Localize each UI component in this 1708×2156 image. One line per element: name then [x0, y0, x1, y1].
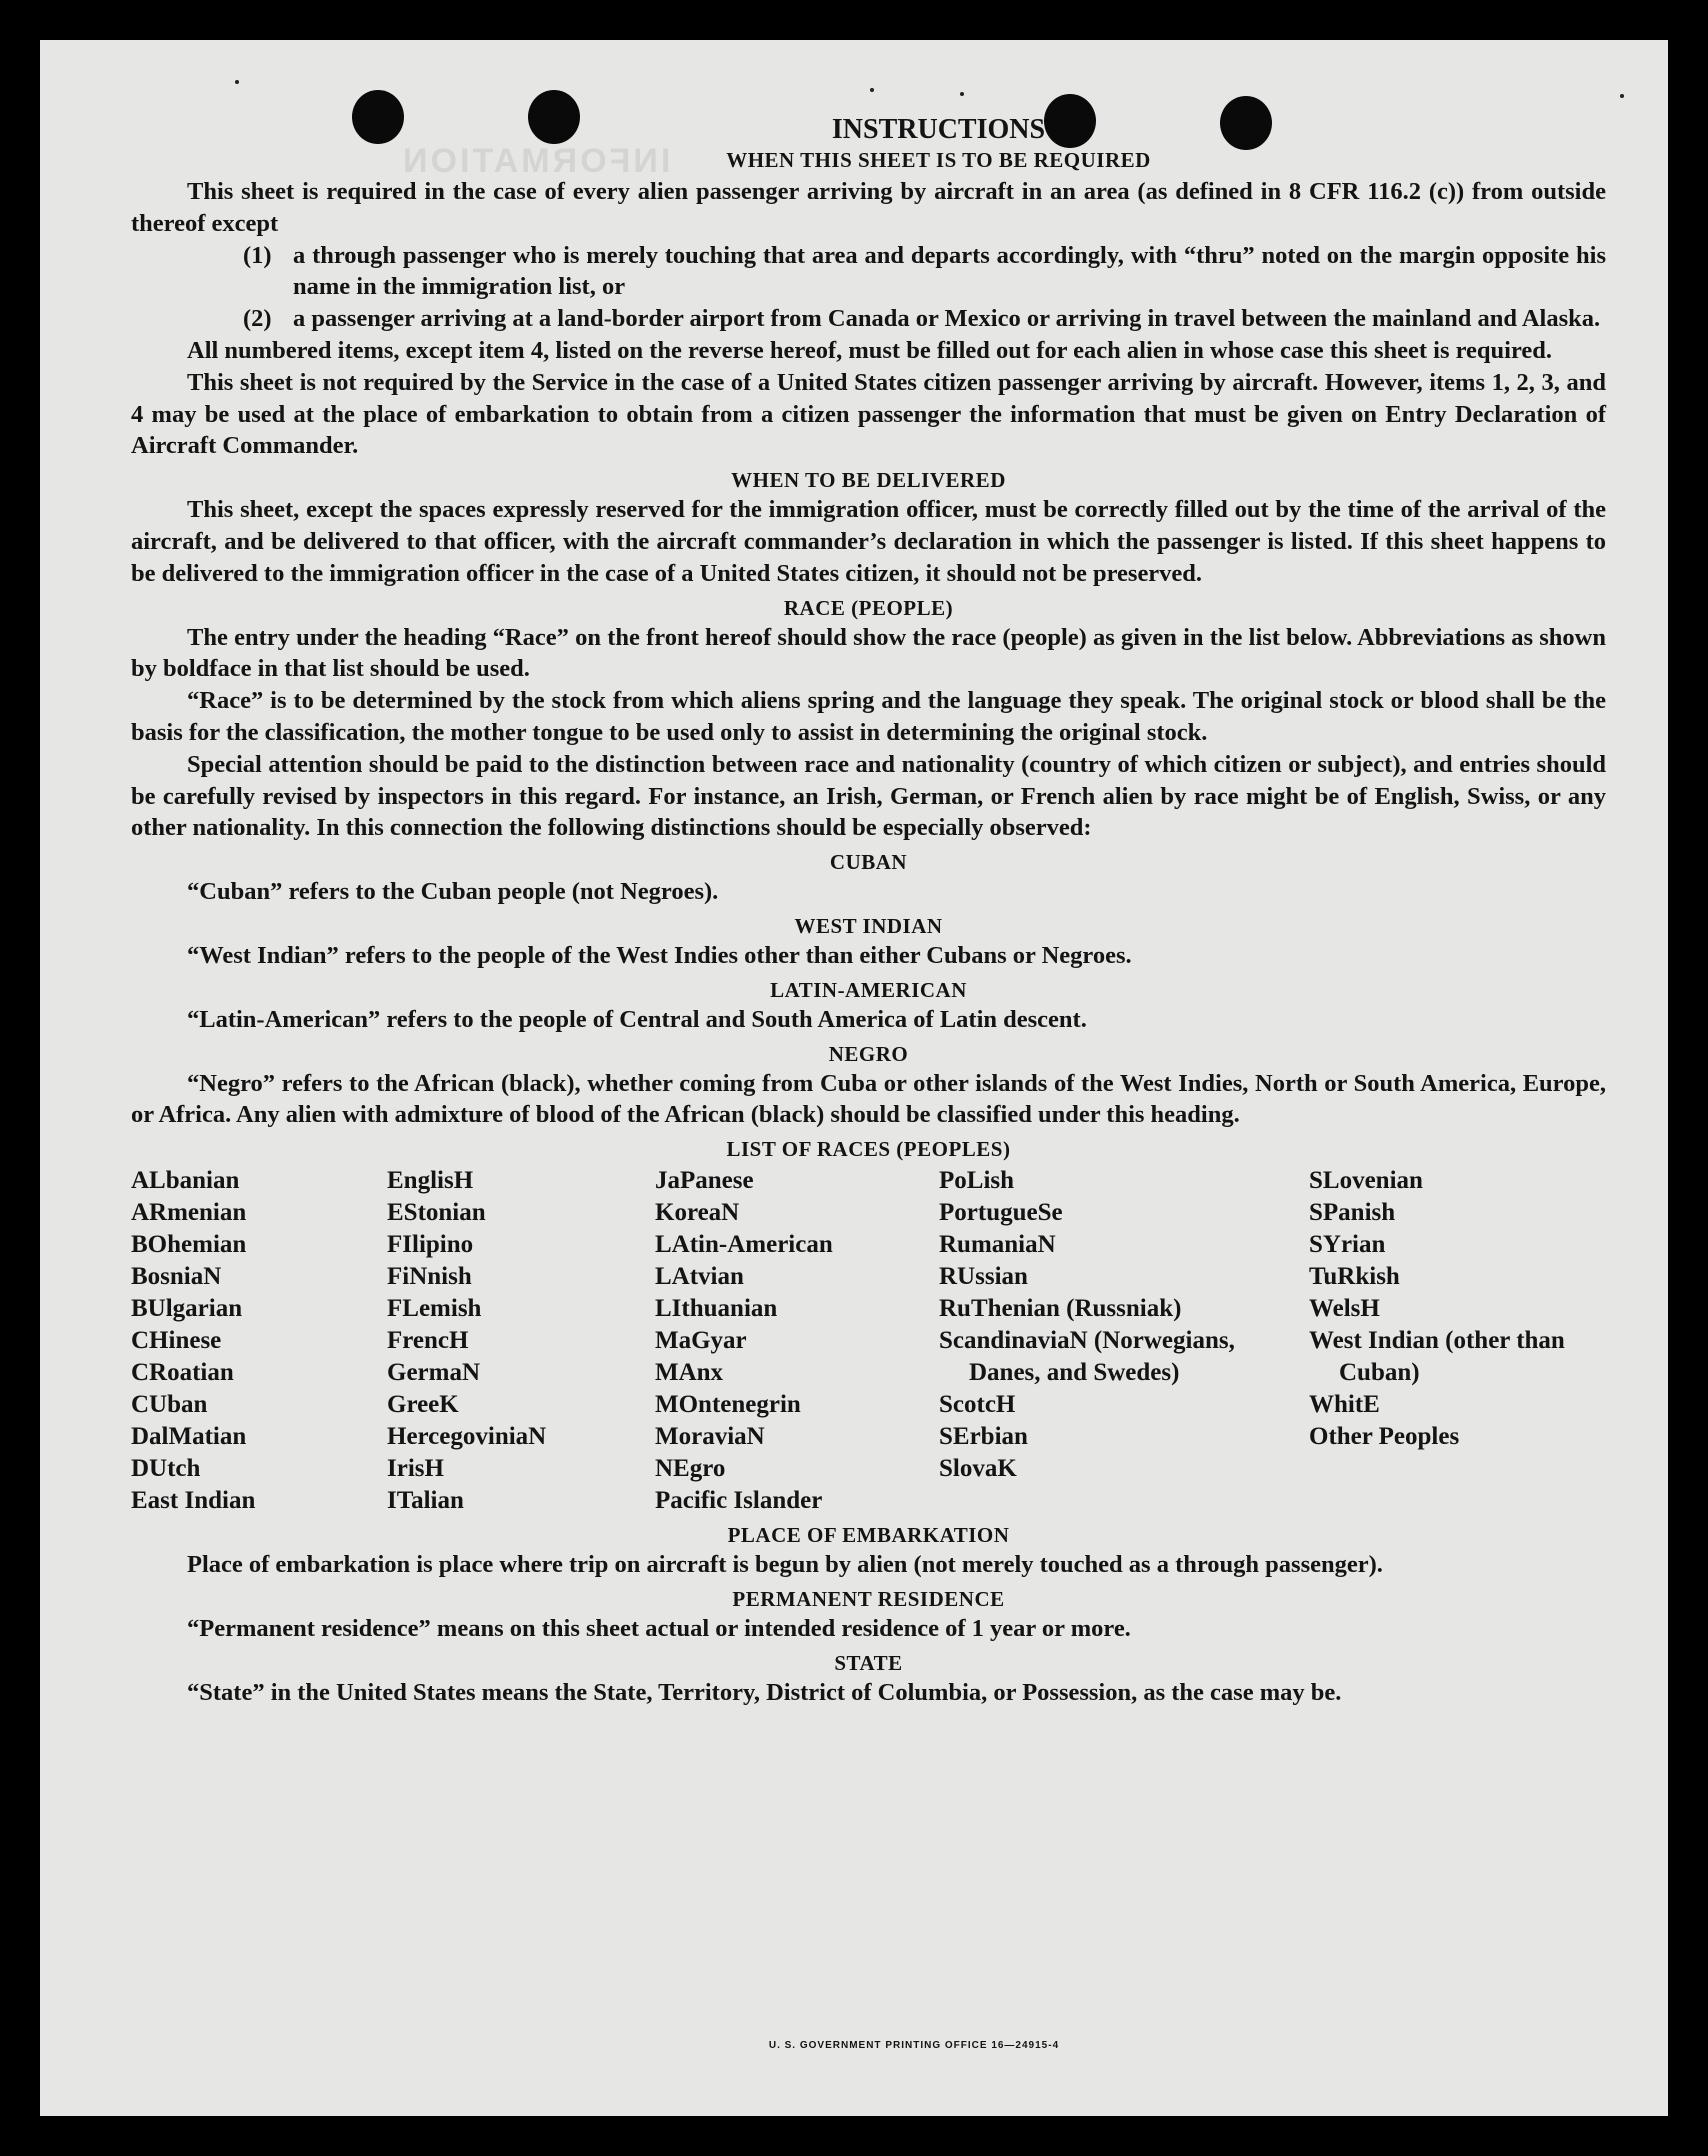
section-heading: PLACE OF EMBARKATION [727, 1523, 1010, 1548]
race-entry: MaGyar [655, 1327, 747, 1355]
paper-speck [1620, 94, 1624, 98]
section-heading: LATIN-AMERICAN [770, 977, 967, 1002]
paragraph: Special attention should be paid to the distinction between race and nationality (country of which citizen or subject), and entries should be carefully revised by inspectors in this regard. For instance, an Irish, German, or French alien by race might be of English, Swiss, or any other nationality. In this connection the following distinctions should be especially observed: [131, 750, 1606, 842]
race-entry: LIthuanian [655, 1295, 778, 1323]
race-entry: NEgro [655, 1455, 726, 1483]
race-entry: LAtvian [655, 1263, 744, 1291]
races-column [655, 1165, 939, 1517]
race-entry: East Indian [131, 1487, 256, 1515]
page-title: INSTRUCTIONS [831, 114, 1046, 145]
race-entry: CRoatian [131, 1359, 234, 1387]
section-heading: STATE [834, 1650, 903, 1675]
item-text: a through passenger who is merely touching that area and departs accordingly, with “thru” noted on the margin opposite his name in the immigration list, or [293, 241, 1606, 301]
race-entry: RuThenian (Russniak) [939, 1295, 1182, 1323]
item-number: (1) [243, 241, 272, 269]
race-entry: SLovenian [1309, 1167, 1423, 1195]
paragraph: This sheet, except the spaces expressly reserved for the immigration officer, must be correctly filled out by the time of the arrival of the aircraft, and be delivered to that officer, with the aircraft commander’s declaration in which the passenger is listed. If this sheet happens to be delivered to the immigration officer in the case of a United States citizen, it should not be preserved. [131, 496, 1606, 587]
race-entry: IrisH [387, 1455, 444, 1483]
section-heading: WEST INDIAN [794, 913, 943, 938]
race-entry: FiNnish [387, 1263, 472, 1291]
races-column [1309, 1165, 1606, 1517]
race-entry: SErbian [939, 1423, 1028, 1451]
printer-imprint: U. S. GOVERNMENT PRINTING OFFICE 16—24915-4 [768, 2040, 1060, 2051]
race-entry: BOhemian [131, 1231, 247, 1259]
paragraph: The entry under the heading “Race” on the front hereof should show the race (people) as given in the list below. Abbreviations as shown by boldface in that list should be used. [131, 623, 1606, 683]
paragraph: “State” in the United States means the State, Territory, District of Columbia, or Possession, as the case may be. [187, 1678, 1342, 1706]
race-entry: BUlgarian [131, 1295, 243, 1323]
paper-speck [235, 80, 239, 84]
race-entry: GermaN [387, 1359, 481, 1387]
item-text: a passenger arriving at a land-border airport from Canada or Mexico or arriving in travel between the mainland and Alaska. [293, 305, 1601, 333]
race-entry: SPanish [1309, 1199, 1396, 1227]
race-entry: WhitE [1309, 1391, 1380, 1419]
race-entry: DalMatian [131, 1423, 247, 1451]
race-entry: ARmenian [131, 1199, 247, 1227]
race-entry: SYrian [1309, 1231, 1386, 1259]
race-entry: GreeK [387, 1391, 459, 1419]
race-entry: ScandinaviaN (Norwegians, Danes, and Swedes) [939, 1327, 1235, 1387]
race-entry: CUban [131, 1391, 208, 1419]
section-heading: NEGRO [828, 1041, 909, 1066]
item-number: (2) [243, 305, 272, 333]
list-item [131, 240, 1606, 304]
race-entry: PoLish [939, 1167, 1015, 1195]
race-entry: CHinese [131, 1327, 222, 1355]
race-entry: FrencH [387, 1327, 469, 1355]
form-sheet [40, 40, 1668, 2116]
race-entry: LAtin-American [655, 1231, 833, 1259]
race-entry: SlovaK [939, 1455, 1017, 1483]
race-entry: RumaniaN [939, 1231, 1056, 1259]
race-entry: EnglisH [387, 1167, 474, 1195]
race-entry: TuRkish [1309, 1263, 1400, 1291]
paragraph: This sheet is not required by the Service in the case of a United States citizen passenger arriving by aircraft. However, items 1, 2, 3, and 4 may be used at the place of embarkation to obtain from a citizen passenger the information that must be given on Entry Declaration of Aircraft Commander. [131, 368, 1606, 460]
section-heading: PERMANENT RESIDENCE [732, 1586, 1005, 1611]
instructions-body [131, 114, 1606, 1709]
races-column [387, 1165, 655, 1517]
race-entry: MoraviaN [655, 1423, 765, 1451]
race-entry: Other Peoples [1309, 1423, 1460, 1451]
race-entry: FLemish [387, 1295, 482, 1323]
race-entry: EStonian [387, 1199, 486, 1227]
races-column [131, 1165, 387, 1517]
races-list [131, 1165, 1606, 1517]
paper-speck [870, 88, 874, 92]
race-entry: FIlipino [387, 1231, 474, 1259]
section-heading: LIST OF RACES (PEOPLES) [726, 1137, 1011, 1162]
race-entry: DUtch [131, 1455, 201, 1483]
paragraph: “Negro” refers to the African (black), whether coming from Cuba or other islands of the West Indies, North or South America, Europe, or Africa. Any alien with admixture of blood of the African (black) should be classified under this heading. [131, 1069, 1606, 1129]
section-heading: RACE (PEOPLE) [783, 595, 954, 620]
paragraph: “Latin-American” refers to the people of Central and South America of Latin descent. [187, 1005, 1087, 1033]
paragraph: “Cuban” refers to the Cuban people (not Negroes). [187, 878, 719, 906]
paragraph: “Race” is to be determined by the stock from which aliens spring and the language they speak. The original stock or blood shall be the basis for the classification, the mother tongue to be used only to assist in determining the original stock. [131, 687, 1606, 746]
race-entry: BosniaN [131, 1263, 222, 1291]
race-entry: MAnx [655, 1359, 724, 1387]
race-entry: West Indian (other than Cuban) [1309, 1327, 1565, 1387]
bleed-through-text: INFORMATION [400, 142, 671, 180]
section-heading: WHEN THIS SHEET IS TO BE REQUIRED [726, 148, 1151, 172]
race-entry: PortugueSe [939, 1199, 1063, 1227]
race-entry: ITalian [387, 1487, 464, 1515]
paper-speck [960, 92, 964, 96]
race-entry: ScotcH [939, 1391, 1016, 1419]
race-entry: HercegoviniaN [387, 1423, 547, 1451]
paragraph: All numbered items, except item 4, listed on the reverse hereof, must be filled out for each alien in whose case this sheet is required. [187, 336, 1553, 364]
section-heading: CUBAN [829, 850, 908, 875]
race-entry: JaPanese [655, 1167, 754, 1195]
section-heading: WHEN TO BE DELIVERED [731, 468, 1006, 493]
race-entry: WelsH [1309, 1295, 1380, 1323]
race-entry: ALbanian [131, 1167, 240, 1195]
list-item [131, 303, 1606, 335]
race-entry: RUssian [939, 1263, 1028, 1291]
race-entry: KoreaN [655, 1199, 740, 1227]
paragraph: “Permanent residence” means on this sheet actual or intended residence of 1 year or more. [187, 1614, 1131, 1642]
paragraph: This sheet is required in the case of every alien passenger arriving by aircraft in an area (as defined in 8 CFR 116.2 (c)) from outside thereof except [131, 178, 1606, 237]
race-entry: MOntenegrin [655, 1391, 801, 1419]
race-entry: Pacific Islander [655, 1487, 823, 1515]
paragraph: Place of embarkation is place where trip on aircraft is begun by alien (not merely touched as a through passenger). [187, 1551, 1383, 1579]
paragraph: “West Indian” refers to the people of the West Indies other than either Cubans or Negroes. [187, 941, 1132, 969]
races-column [939, 1165, 1309, 1517]
